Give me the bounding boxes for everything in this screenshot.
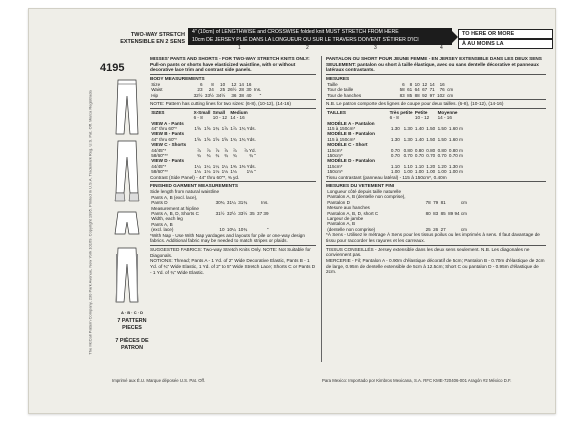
fr-contrast: Tissu contrastant (panneau latéral) - 115 à 150cm*, 0.40m xyxy=(326,174,447,180)
en-body-measurements: BODY MEASUREMENTS xyxy=(150,76,205,82)
pants-d-drawing xyxy=(108,246,148,306)
fr-title: PANTALON OU SHORT POUR JEUNE FEMME - EN JERSEY EXTENSIBLE DANS LES DEUX SENS SEULEMENT: pantalon ou short à taille élastique, avec ou sans dentelle décorative et panneaux latéraux contrastants. xyxy=(326,56,542,73)
stretch-bar-text-fr: 10cm DE JERSEY PLIÉ DANS LA LONGUEUR OU SUR LE TRAVERS DOIVENT S'ÉTIRER D'ICI xyxy=(192,37,419,43)
figure-labels: A · B · C · D xyxy=(120,310,144,315)
english-column xyxy=(150,56,316,275)
en-nap-note: *With Nap - Use With Nap yardages and layouts for pile or one-way design fabrics. Additional fabric may be needed to match stripes or plaids. xyxy=(150,232,306,244)
column-divider xyxy=(321,56,322,362)
stretch-arrow-icon xyxy=(450,29,458,45)
en-finished-title: FINISHED GARMENT MEASUREMENTS xyxy=(150,183,239,189)
fr-yardage-table: TAILLES Très petite Petite Moyenne 6 - 8 10 - 12 14 - 16 MODÈLE A - Pantalon 115 à 150cm* 1.30 1.30 1.40 1.50 1.50 1.60 m MODÈLE B - Pantalon 115 à 150cm* 1.30 1.30 1.40 1.50 1.50 1.60 m MODÈLE C - Short 115cm* 0.70 0.80 0.80 0.80 0.80 0.80 m 150cm* 0.70 0.70 0.70 0.70 0.70 0.70 m MODÈLE D - Pantalon 115cm* 1.10 1.10 1.10 1.20 1.20 1.30 m 150cm* 1.00 1.00 1.00 1.00 1.00 1.00 m xyxy=(327,109,463,175)
en-yardage-table: SIZES X-Small Small Medium 6 - 8 10 - 12 14 - 16 VIEW A - Pants 44" thru 60"* 1⅝ 1⅝ 1¾ 1⅞ 1⅞ 1¾ Yds. VIEW B - Pants 44" thru 60"* 1⅝ 1⅝ 1⅝ 1⅝ 1¾ 1¾ Yds. VIEW C - Shorts 44/45"* ⅞ ⅞ ⅞ ⅞ ⅞ ⅞ Yd. 58/60"** ¾ ¾ ¾ ¾ ¾ ¾ " VIEW D - Pants 44/45"* 1¼ 1¼ 1¼ 1¼ 1⅜ 1⅜ Yds. 58/60"** 1⅛ 1⅛ 1⅛ 1⅛ 1⅛ 1⅛ " xyxy=(151,109,256,175)
pattern-pieces-fr: 7 PIÈCES DE PATRON xyxy=(115,338,149,351)
footer-left: Imprimé aux É.U. Marque déposée U.S. Pat. Off. xyxy=(112,378,206,383)
stretch-gauge-label xyxy=(105,32,185,46)
stretch-target-fr: À AU MOINS LA xyxy=(458,39,553,49)
footer-right: Para Mexico: Importado por Kimbros Mexicana, S.A. RFC KME-720406-001 Aragón #2 México D.F. xyxy=(322,378,512,383)
pattern-number: 4195 xyxy=(100,62,125,74)
pants-a-drawing xyxy=(108,78,148,138)
scale-mark: 1 xyxy=(238,45,241,51)
en-fabrics: SUGGESTED FABRICS: Two-way Stretch Knits Only. NOTE: Not Suitable for Diagonals. xyxy=(150,246,311,258)
stretch-label-en: TWO-WAY STRETCH xyxy=(130,32,185,38)
en-notions: NOTIONS: Thread; Pants A - 1 Yd. of 2" Wide Decorative Elastic, Pants B - 1 Yd. of ¾" Wide Elastic, 1 Yd. of 2" to 5" Wide Stretch Lace; Shorts C or Pants D - 1 Yd. of ¾" Wide Elastic. xyxy=(150,258,316,275)
french-column xyxy=(326,56,546,275)
en-title: MISSES' PANTS AND SHORTS - FOR TWO-WAY STRETCH KNITS ONLY: Pull-on pants or shorts have elasticized waistline, with or without decorative lace trim and contrast side panels. xyxy=(150,56,310,73)
scale-mark: 4 xyxy=(440,45,443,51)
fr-nb: N.B. Le patron comporte des lignes de coupe pour deux tailles. (6-8), (10-12), (14-16) xyxy=(326,101,504,107)
fr-notions: MERCERIE - Fil; Pantalon A - 0.90m d'élastique décoratif de 5cm; Pantalon B - 0.70m d'élastique de 2cm de large, 0.95m de dentelle extensible de 5cm à 12.5cm; Short C ou pantalon D - 0.95m d'élastique de 2cm. xyxy=(326,258,545,275)
fr-nap-note: *À Sens - Utilisez le métrage À Sens pour les tissus poilus ou les imprimés à sens. Il faut davantage de tissu pour raccorder les rayures et les carreaux. xyxy=(326,232,540,243)
shorts-c-drawing xyxy=(108,210,148,240)
en-finished-sub: Side length from natural waistline xyxy=(150,189,220,195)
stretch-label-fr: EXTENSIBLE EN 2 SENS xyxy=(120,39,185,45)
en-note: NOTE: Pattern has cutting lines for two sizes: (6-8), (10-12), (14-16) xyxy=(150,101,291,107)
fr-measurements-table: Taille 6 8 10 12 14 16 Tour de taille 58 61 64 67 71 76 cm Tour de hanches 83 85 88 92 97 102 cm xyxy=(327,81,454,98)
fr-mesures: MESURES xyxy=(326,76,350,82)
pants-b-drawing xyxy=(108,139,148,209)
en-measurements-table: Size 6 8 10 12 14 16 Waist 23 24 25 26½ 28 30 Ins. Hip 32½ 33½ 34½ 36 38 40 " xyxy=(151,81,262,98)
fr-fabrics: TISSUS CONSEILLÉS - Jersey extensible dans les deux sens seulement. N.B. Les diagonales ne conviennent pas. xyxy=(326,246,530,258)
en-finished-table: Pants A, B (excl. lace), Pants D 30¾ 31¼ 31¾ Ins. Measurement at hipline Pants A, B, D, Shorts C 31½ 32½ 33½ 35 37 39 Width, each leg Pants A, B (excl. lace) 10 10¼ 10¾ " xyxy=(151,194,269,233)
pattern-pieces-en: 7 PATTERN PIECES xyxy=(117,318,147,331)
stretch-target-en: TO HERE OR MORE xyxy=(458,29,553,39)
scale-mark: 2 xyxy=(306,45,309,51)
copyright-side-text: The McCall Pattern Company, 230 Park Avenue, New York 10169. Copyright 1995. Printed in U.S.A. Trademark Reg. U.S. Pat. Off. Marca Registrada xyxy=(87,90,93,355)
stretch-bar-text-en: 4" (10cm) of LENGTHWISE and CROSSWISE folded knit MUST STRETCH FROM HERE xyxy=(192,29,399,35)
en-contrast: Contrast (Side Panel) - 44" thru 60"*, ⅜ yd. xyxy=(150,174,240,180)
fr-finished-title: MESURES DU VETEMENT FINI xyxy=(326,183,395,189)
scale-mark: 3 xyxy=(374,45,377,51)
stretch-scale xyxy=(188,45,452,53)
fr-finished-table: Longueur côté depuis taille naturelle Pantalon A, B (dentelle non comprise), Pantalon D 78 79 81 cm Mesure aux hanches Pantalon A, B, D, short C 80 83 85 89 94 cm Largeur de jambe Pantalon A, B (dentelle non comprise) 25 26 27 cm xyxy=(327,189,467,232)
stretch-gauge-bar xyxy=(188,28,452,45)
